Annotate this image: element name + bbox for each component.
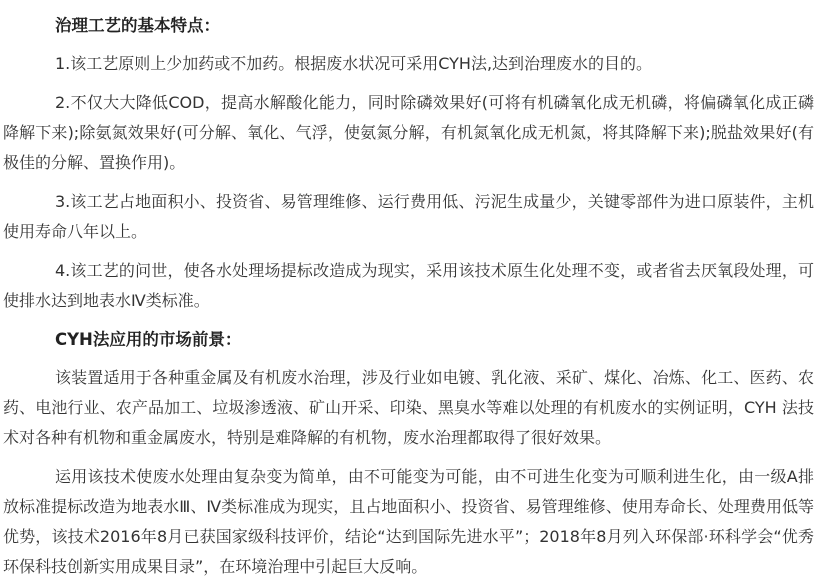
paragraph-feature-4: 4.该工艺的问世，使各水处理场提标改造成为现实，采用该技术原生化处理不变，或者省去厌氧段处理，可使排水达到地表水Ⅳ类标准。 [3, 261, 814, 310]
paragraph-feature-2: 2.不仅大大降低COD，提高水解酸化能力，同时除磷效果好(可将有机磷氧化成无机磷，将偏磷氧化成正磷降解下来);除氨氮效果好(可分解、氧化、气浮，使氨氮分解，有机氮氧化成无机氮，将其降解下来);脱盐效果好(有极佳的分解、置换作用)。 [3, 93, 814, 172]
paragraph-feature-3: 3.该工艺占地面积小、投资省、易管理维修、运行费用低、污泥生成量少，关键零部件为进口原装件，主机使用寿命八年以上。 [3, 192, 814, 241]
heading-cyh-market-prospects: CYH法应用的市场前景： [55, 330, 242, 349]
paragraph-feature-1: 1.该工艺原则上少加药或不加药。根据废水状况可采用CYH法,达到治理废水的目的。 [55, 54, 653, 73]
paragraph-application-industries: 该装置适用于各种重金属及有机废水治理，涉及行业如电镀、乳化液、采矿、煤化、冶炼、化工、医药、农药、电池行业、农产品加工、垃圾渗透液、矿山开采、印染、黑臭水等难以处理的有机废水的实例证明，CYH 法技术对各种有机物和重金属废水，特别是难降解的有机物，废水治理都取得了很好效果。 [3, 368, 814, 447]
heading-treatment-process-features: 治理工艺的基本特点： [55, 16, 220, 35]
paragraph-technology-achievements: 运用该技术使废水处理由复杂变为简单，由不可能变为可能，由不可进生化变为可顺利进生化，由一级A排放标准提标改造为地表水Ⅲ、Ⅳ类标准成为现实，且占地面积小、投资省、易管理维修、使用寿命长、处理费用低等优势，该技术2016年8月已获国家级科技评价，结论“达到国际先进水平”；2018年8月列入环保部·环科学会“优秀环保科技创新实用成果目录”，在环境治理中引起巨大反响。 [3, 467, 814, 576]
